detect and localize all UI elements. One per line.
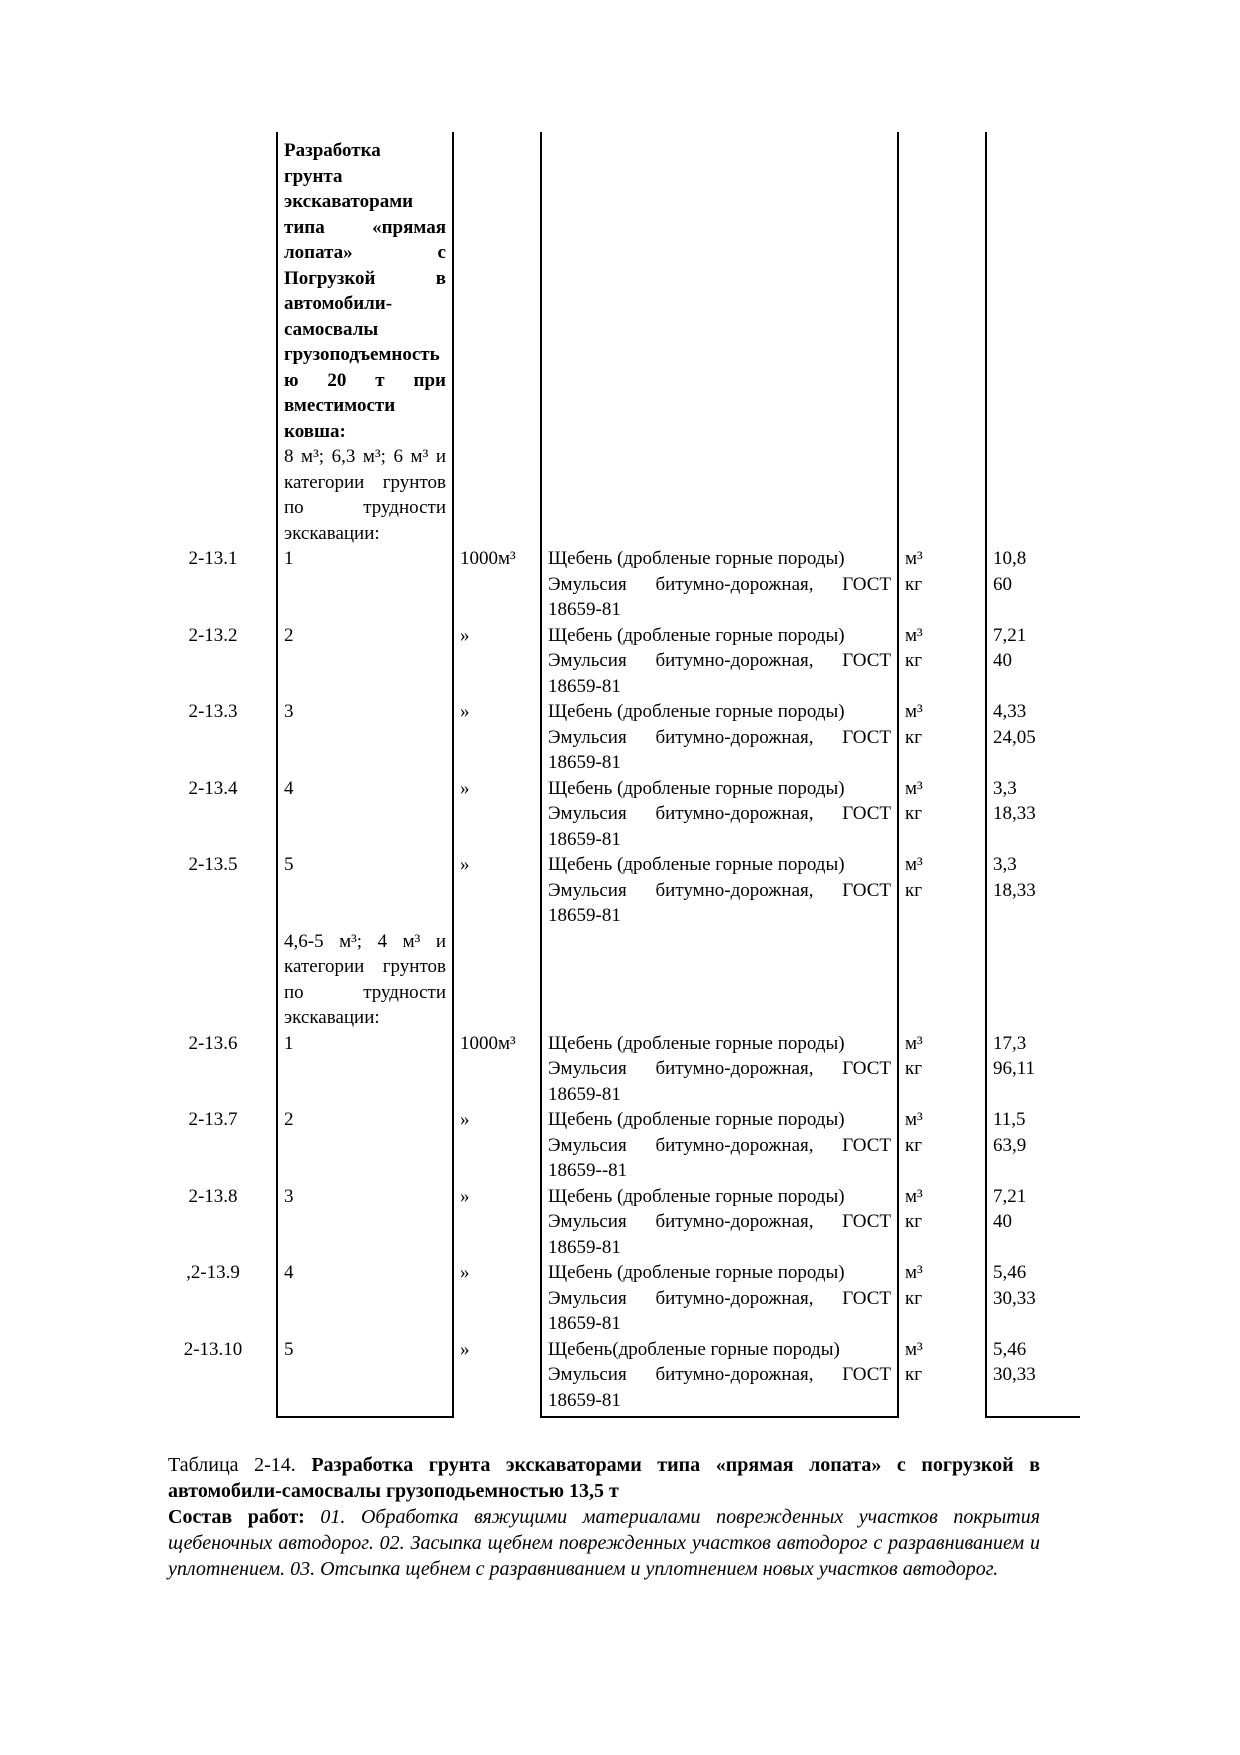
description-line: грунта — [284, 165, 343, 187]
description-line: самосвалы — [284, 318, 379, 340]
row-values — [985, 546, 1082, 597]
row-material-units — [897, 623, 985, 674]
row-unit: 1000м³ — [460, 1032, 516, 1054]
table-caption — [168, 1452, 1040, 1582]
material-line: Эмульсия битумно-дорожная, ГОСТ — [548, 726, 891, 748]
table-row — [150, 1107, 1085, 1184]
table-row — [150, 1184, 1085, 1261]
material-line: 18659--81 — [548, 1160, 628, 1181]
row-material-units — [897, 776, 985, 827]
material-value: 63,9 — [993, 1134, 1027, 1156]
row-category: 4 — [284, 777, 294, 799]
section-header-row — [150, 138, 1085, 546]
row-category: 3 — [284, 1185, 294, 1207]
row-values — [985, 1107, 1082, 1158]
row-values — [985, 699, 1082, 750]
material-line: Щебень(дробленые горные породы) — [548, 1338, 840, 1360]
material-value: 24,05 — [993, 726, 1036, 748]
row-code: ,2-13.9 — [186, 1262, 240, 1283]
material-line: 18659-81 — [548, 1313, 621, 1334]
caption-table-number: Таблица 2-14. — [168, 1454, 296, 1476]
description-line: ю 20 т при — [284, 369, 446, 391]
row-unit: » — [460, 624, 470, 646]
row-material-units — [897, 852, 985, 903]
row-unit: » — [460, 701, 470, 722]
material-line: Щебень (дробленые горные породы) — [548, 1109, 845, 1130]
material-value: 5,46 — [993, 1262, 1027, 1283]
material-line: Эмульсия битумно-дорожная, ГОСТ — [548, 650, 891, 671]
caption-title: Разработка грунта экскаваторами типа «прямая лопата» с погрузкой в автомобили-самосвалы грузоподьемностью 13,5 т — [168, 1454, 1040, 1502]
description-line: типа «прямая — [284, 216, 446, 238]
row-values — [985, 852, 1082, 903]
material-line: Эмульсия битумно-дорожная, ГОСТ — [548, 573, 891, 595]
description-line: экскавации: — [284, 522, 380, 544]
row-unit: » — [460, 1262, 470, 1283]
material-value: 7,21 — [993, 1185, 1027, 1207]
row-code: 2-13.4 — [188, 777, 238, 799]
row-category: 1 — [284, 548, 294, 569]
material-line: 18659-81 — [548, 905, 621, 926]
row-code: 2-13.7 — [188, 1109, 238, 1130]
material-line: Эмульсия битумно-дорожная, ГОСТ — [548, 1058, 891, 1079]
table-row — [150, 1031, 1085, 1108]
norms-table — [150, 132, 1085, 1413]
description-line: ковша: — [284, 420, 346, 442]
material-line: Щебень (дробленые горные породы) — [548, 701, 845, 722]
description-line: 4,6-5 м³; 4 м³ и — [284, 930, 446, 952]
material-unit: м³ — [905, 1109, 923, 1130]
row-values — [985, 1031, 1082, 1082]
table-row — [150, 852, 1085, 929]
description-line: грузоподъемность — [284, 344, 440, 365]
row-unit: » — [460, 1338, 470, 1360]
description-line: категории грунтов — [284, 956, 446, 977]
row-category: 2 — [284, 1109, 294, 1130]
row-code: 2-13.3 — [188, 701, 238, 722]
material-unit: кг — [905, 573, 923, 595]
material-line: Щебень (дробленые горные породы) — [548, 1032, 845, 1054]
row-materials — [540, 623, 897, 700]
row-category: 3 — [284, 701, 294, 722]
row-values — [985, 1260, 1082, 1311]
row-values — [985, 776, 1082, 827]
description-line: Разработка — [284, 140, 381, 161]
material-unit: кг — [905, 879, 923, 901]
table-row — [150, 623, 1085, 700]
row-unit: » — [460, 1185, 470, 1207]
material-line: Щебень (дробленые горные породы) — [548, 854, 845, 875]
row-code: 2-13.1 — [188, 548, 238, 569]
material-unit: кг — [905, 1364, 923, 1385]
material-line: Щебень (дробленые горные породы) — [548, 548, 845, 569]
material-value: 17,3 — [993, 1032, 1027, 1054]
row-materials — [540, 1337, 897, 1414]
description-line: экскавации: — [284, 1007, 380, 1028]
material-unit: м³ — [905, 854, 923, 875]
row-materials — [540, 546, 897, 623]
row-category: 4 — [284, 1262, 294, 1283]
table-row — [150, 776, 1085, 853]
material-unit: кг — [905, 1134, 923, 1156]
row-unit: » — [460, 1109, 470, 1130]
row-code: 2-13.8 — [188, 1185, 238, 1207]
table-row — [150, 699, 1085, 776]
row-materials — [540, 1260, 897, 1337]
works-label: Состав работ: — [168, 1506, 305, 1528]
works-text: 01. Обработка вяжущими материалами поврежденных участков покрытия щебеночных автодорог. 02. Засыпка щебнем поврежденных участков автодорог с разравниванием и уплотнением. 03. Отсыпка щебнем с разравниванием и уплотнением новых участков автодорог. — [168, 1506, 1040, 1580]
row-category: 2 — [284, 624, 294, 646]
material-line: Эмульсия битумно-дорожная, ГОСТ — [548, 1364, 891, 1385]
row-material-units — [897, 699, 985, 750]
row-code: 2-13.6 — [188, 1032, 238, 1054]
table-bottom-border — [985, 1416, 1080, 1418]
row-materials — [540, 1184, 897, 1261]
material-unit: кг — [905, 650, 923, 671]
material-line: 18659-81 — [548, 828, 621, 850]
row-material-units — [897, 1260, 985, 1311]
section-header-row — [150, 929, 1085, 1031]
row-code: 2-13.10 — [183, 1338, 243, 1360]
material-line: 18659-81 — [548, 1236, 621, 1258]
row-materials — [540, 1031, 897, 1108]
row-materials — [540, 776, 897, 853]
material-line: Эмульсия битумно-дорожная, ГОСТ — [548, 1211, 891, 1232]
material-line: 18659-81 — [548, 1389, 621, 1411]
row-category: 5 — [284, 1338, 294, 1360]
row-values — [985, 1337, 1082, 1388]
description-line: по трудности — [284, 981, 446, 1003]
description-line: 8 м³; 6,3 м³; 6 м³ и — [284, 446, 446, 467]
material-value: 3,3 — [993, 854, 1017, 875]
description-line: Погрузкой в — [284, 267, 446, 289]
material-line: Щебень (дробленые горные породы) — [548, 777, 845, 799]
row-code: 2-13.2 — [188, 624, 238, 646]
material-unit: м³ — [905, 1032, 923, 1054]
material-value: 30,33 — [993, 1364, 1036, 1385]
row-values — [985, 1184, 1082, 1235]
material-unit: м³ — [905, 1338, 923, 1360]
description-line: категории грунтов — [284, 471, 446, 493]
row-code: 2-13.5 — [188, 854, 238, 875]
row-unit: » — [460, 854, 470, 875]
material-value: 96,11 — [993, 1058, 1036, 1079]
material-value: 18,33 — [993, 803, 1036, 824]
material-unit: кг — [905, 1211, 923, 1232]
material-unit: кг — [905, 1058, 923, 1079]
description-line: экскаваторами — [284, 191, 414, 212]
table-bottom-border — [540, 1416, 899, 1418]
table-bottom-border — [276, 1416, 454, 1418]
material-value: 3,3 — [993, 777, 1017, 799]
material-line: 18659-81 — [548, 599, 621, 620]
row-unit: 1000м³ — [460, 548, 516, 569]
material-line: Щебень (дробленые горные породы) — [548, 624, 845, 646]
material-line: 18659-81 — [548, 675, 621, 697]
description-line: вместимости — [284, 395, 396, 416]
material-line: Щебень (дробленые горные породы) — [548, 1185, 845, 1207]
row-material-units — [897, 1337, 985, 1388]
caption-works-paragraph — [168, 1504, 1040, 1582]
material-value: 18,33 — [993, 879, 1036, 901]
material-value: 60 — [993, 573, 1012, 595]
material-unit: кг — [905, 1287, 923, 1309]
material-unit: м³ — [905, 1185, 923, 1207]
material-value: 7,21 — [993, 624, 1027, 646]
material-unit: м³ — [905, 1262, 923, 1283]
material-line: Эмульсия битумно-дорожная, ГОСТ — [548, 1287, 891, 1309]
material-line: Эмульсия битумно-дорожная, ГОСТ — [548, 879, 891, 901]
material-value: 4,33 — [993, 701, 1027, 722]
row-material-units — [897, 1107, 985, 1158]
material-line: Щебень (дробленые горные породы) — [548, 1262, 845, 1283]
row-material-units — [897, 546, 985, 597]
description-line: автомобили- — [284, 293, 393, 314]
material-value: 40 — [993, 650, 1012, 671]
material-line: 18659-81 — [548, 752, 621, 773]
description-line: по трудности — [284, 497, 446, 518]
material-value: 40 — [993, 1211, 1012, 1232]
material-line: Эмульсия битумно-дорожная, ГОСТ — [548, 803, 891, 824]
caption-title-paragraph — [168, 1452, 1040, 1504]
material-unit: м³ — [905, 548, 923, 569]
material-value: 5,46 — [993, 1338, 1027, 1360]
material-unit: м³ — [905, 624, 923, 646]
work-description-cell — [276, 138, 452, 546]
material-unit: м³ — [905, 701, 923, 722]
table-row — [150, 546, 1085, 623]
row-category: 1 — [284, 1032, 294, 1054]
work-description-cell — [276, 929, 452, 1031]
table-row — [150, 1337, 1085, 1414]
material-unit: кг — [905, 726, 923, 748]
material-value: 11,5 — [993, 1109, 1026, 1130]
row-materials — [540, 1107, 897, 1184]
row-unit: » — [460, 777, 470, 799]
material-unit: кг — [905, 803, 923, 824]
material-line: 18659-81 — [548, 1083, 621, 1105]
material-line: Эмульсия битумно-дорожная, ГОСТ — [548, 1134, 891, 1156]
table-row — [150, 1260, 1085, 1337]
material-value: 30,33 — [993, 1287, 1036, 1309]
row-material-units — [897, 1184, 985, 1235]
row-material-units — [897, 1031, 985, 1082]
material-unit: м³ — [905, 777, 923, 799]
material-value: 10,8 — [993, 548, 1027, 569]
description-line: лопата» с — [284, 242, 446, 263]
row-category: 5 — [284, 854, 294, 875]
row-materials — [540, 852, 897, 929]
row-values — [985, 623, 1082, 674]
row-materials — [540, 699, 897, 776]
